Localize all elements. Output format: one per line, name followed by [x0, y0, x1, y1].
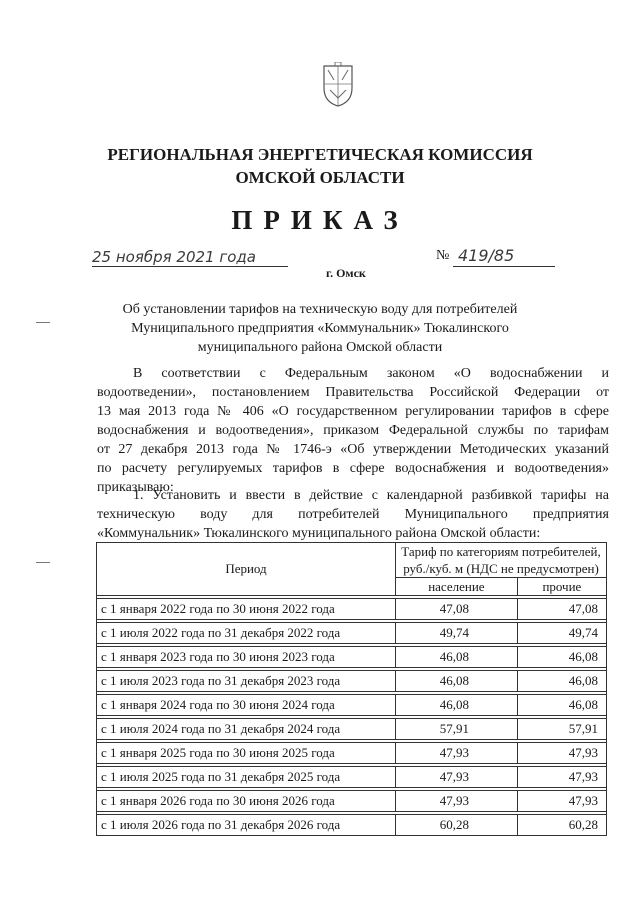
other-tariff-cell: 47,93 [517, 791, 606, 812]
population-tariff-cell: 46,08 [396, 671, 518, 692]
number-underline [453, 266, 555, 267]
period-cell: с 1 января 2025 года по 30 июня 2025 года [97, 743, 396, 764]
period-cell: с 1 июля 2024 года по 31 декабря 2024 года [97, 719, 396, 740]
table-row [97, 743, 607, 764]
table-row [97, 671, 607, 692]
other-tariff-cell: 46,08 [517, 695, 606, 716]
handwritten-date: 25 ноября 2021 года [92, 248, 256, 266]
population-tariff-cell: 47,93 [396, 743, 518, 764]
margin-mark [36, 322, 50, 323]
table-row [97, 767, 607, 788]
subject-line: муниципального района Омской области [197, 340, 443, 355]
table-row [97, 719, 607, 740]
clause-line: 1. Установить и ввести в действие с календарной разбивкой тарифы на [133, 488, 609, 503]
tariff-table [96, 542, 607, 836]
table-row [97, 623, 607, 644]
clause-line: «Коммунальник» Тюкалинского муниципального района Омской области: [97, 526, 541, 541]
clause-1-paragraph [97, 486, 609, 543]
preamble-line: В соответствии с Федеральным законом «О водоснабжении и [133, 366, 609, 381]
coat-of-arms-emblem [320, 62, 356, 108]
preamble-line: от 27 декабря 2013 года № 1746-э «Об утверждении Методических указаний [97, 442, 609, 457]
other-tariff-cell: 46,08 [517, 647, 606, 668]
period-cell: с 1 июля 2022 года по 31 декабря 2022 года [97, 623, 396, 644]
order-subject [0, 300, 640, 357]
population-tariff-cell: 49,74 [396, 623, 518, 644]
other-tariff-cell: 57,91 [517, 719, 606, 740]
period-cell: с 1 января 2024 года по 30 июня 2024 года [97, 695, 396, 716]
organization-name-line1: РЕГИОНАЛЬНАЯ ЭНЕРГЕТИЧЕСКАЯ КОМИССИЯ [107, 145, 533, 164]
number-sign: № [436, 248, 450, 263]
preamble-line: водоотведении», постановлением Правительства Российской Федерации от [97, 385, 609, 400]
other-tariff-cell: 49,74 [517, 623, 606, 644]
preamble-line: водоснабжения и водоотведения», приказом Федеральной службы по тарифам [97, 423, 609, 438]
other-tariff-cell: 47,93 [517, 767, 606, 788]
handwritten-order-number: 419/85 [458, 246, 515, 265]
subject-line: Об установлении тарифов на техническую воду для потребителей [122, 302, 518, 317]
column-header-population: население [396, 578, 518, 596]
clause-line: техническую воду для потребителей Муниципального предприятия [97, 507, 609, 522]
period-cell: с 1 июля 2023 года по 31 декабря 2023 года [97, 671, 396, 692]
preamble-line: приказываю: [97, 480, 174, 495]
population-tariff-cell: 46,08 [396, 647, 518, 668]
table-row [97, 791, 607, 812]
period-cell: с 1 июля 2026 года по 31 декабря 2026 года [97, 815, 396, 836]
preamble-line: 13 мая 2013 года № 406 «О государственном регулировании тарифов в сфере [97, 404, 609, 419]
population-tariff-cell: 47,08 [396, 599, 518, 620]
table-row [97, 815, 607, 836]
period-cell: с 1 января 2026 года по 30 июня 2026 года [97, 791, 396, 812]
table-row [97, 647, 607, 668]
column-header-other: прочие [517, 578, 606, 596]
period-cell: с 1 января 2023 года по 30 июня 2023 года [97, 647, 396, 668]
table-row [97, 599, 607, 620]
population-tariff-cell: 47,93 [396, 767, 518, 788]
other-tariff-cell: 46,08 [517, 671, 606, 692]
subject-line: Муниципального предприятия «Коммунальник» Тюкалинского [131, 321, 509, 336]
preamble-paragraph [97, 364, 609, 497]
city-label: г. Омск [326, 266, 366, 280]
table-row [97, 695, 607, 716]
other-tariff-cell: 47,93 [517, 743, 606, 764]
document-type-title: ПРИКАЗ [231, 205, 409, 235]
date-underline [92, 266, 288, 267]
other-tariff-cell: 60,28 [517, 815, 606, 836]
population-tariff-cell: 46,08 [396, 695, 518, 716]
population-tariff-cell: 47,93 [396, 791, 518, 812]
population-tariff-cell: 57,91 [396, 719, 518, 740]
column-header-tariff: Тариф по категориям потребителей, руб./куб. м (НДС не предусмотрен) [396, 543, 607, 578]
other-tariff-cell: 47,08 [517, 599, 606, 620]
period-cell: с 1 июля 2025 года по 31 декабря 2025 года [97, 767, 396, 788]
preamble-line: по расчету регулируемых тарифов в сфере водоснабжения и водоотведения» [97, 461, 609, 476]
column-header-period: Период [97, 543, 396, 596]
population-tariff-cell: 60,28 [396, 815, 518, 836]
period-cell: с 1 января 2022 года по 30 июня 2022 года [97, 599, 396, 620]
organization-name-line2: ОМСКОЙ ОБЛАСТИ [235, 168, 405, 187]
margin-mark [36, 562, 50, 563]
